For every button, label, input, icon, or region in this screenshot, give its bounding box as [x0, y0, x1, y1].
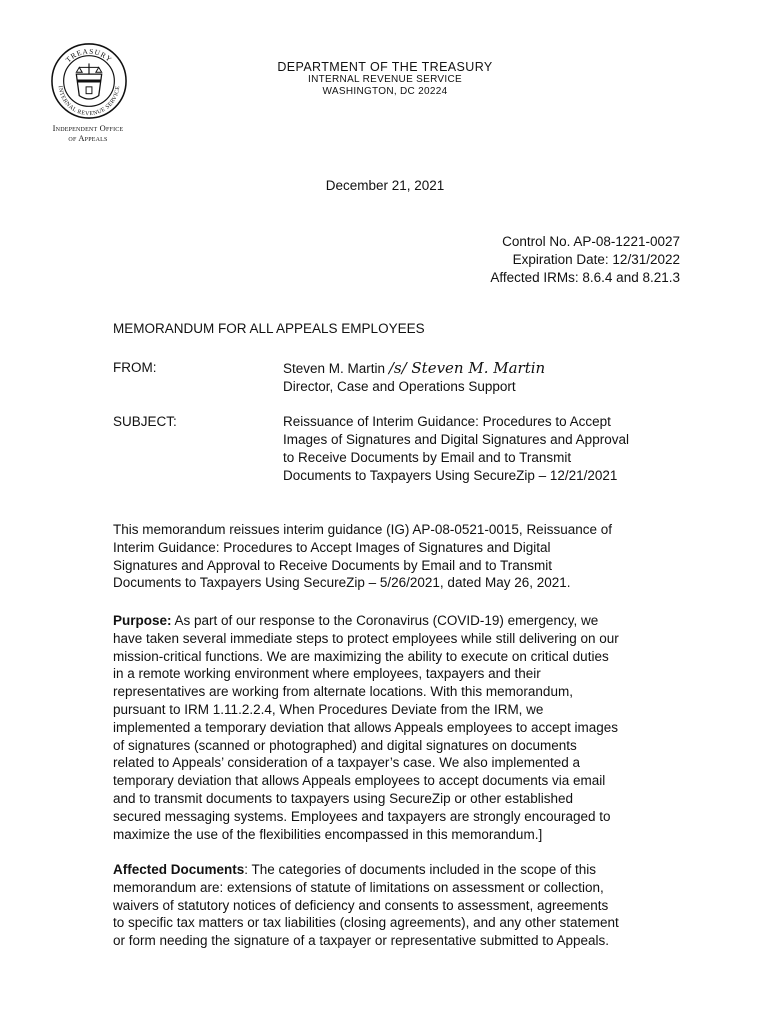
from-name: Steven M. Martin: [283, 361, 386, 376]
subject-label: SUBJECT:: [113, 414, 177, 429]
text-line: secured messaging systems. Employees and taxpayers are strongly encouraged to: [113, 808, 611, 824]
text-line: of signatures (scanned or photographed) and digital signatures on documents: [113, 737, 577, 753]
intro-paragraph: [113, 521, 679, 592]
text-line: have taken several immediate steps to protect employees while still delivering on our: [113, 630, 619, 646]
service-location: WASHINGTON, DC 20224: [322, 86, 448, 97]
from-label: FROM:: [113, 360, 157, 375]
text-line: in a remote working environment where employees, taxpayers and their: [113, 666, 541, 682]
text-line: mission-critical functions. We are maximizing the ability to execute on critical duties: [113, 648, 609, 664]
text-line: maximize the use of the flexibilities encompassed in this memorandum.]: [113, 826, 543, 842]
control-block: [490, 233, 680, 287]
text-line: This memorandum reissues interim guidance (IG) AP-08-0521-0015, Reissuance of: [113, 522, 612, 537]
subject-line: Images of Signatures and Digital Signatures and Approval: [283, 432, 629, 447]
text-line: memorandum are: extensions of statute of limitations on assessment or collection,: [113, 879, 604, 895]
svg-text:TREASURY: TREASURY: [63, 46, 115, 65]
purpose-heading: Purpose:: [113, 613, 172, 628]
purpose-first-line: As part of our response to the Coronavirus (COVID-19) emergency, we: [171, 613, 599, 628]
text-line: waivers of statutory notices of deficiency and consents to assessment, agreements: [113, 897, 609, 913]
purpose-paragraph: [113, 612, 679, 843]
text-line: [113, 612, 679, 630]
subject-line: Reissuance of Interim Guidance: Procedures to Accept: [283, 414, 611, 429]
office-line-2: of Appeals: [68, 133, 108, 143]
control-number: Control No. AP-08-1221-0027: [502, 234, 680, 249]
service-name: INTERNAL REVENUE SERVICE: [308, 74, 462, 85]
memo-date: December 21, 2021: [325, 178, 445, 193]
text-line: representatives are working from alternate locations. With this memorandum,: [113, 684, 573, 700]
expiration-date: Expiration Date: 12/31/2022: [512, 252, 680, 267]
office-line-1: Independent Office: [52, 123, 124, 133]
signature: /s/ Steven M. Martin: [388, 359, 546, 377]
text-line: temporary deviation that allows Appeals employees to accept documents via email: [113, 773, 606, 789]
letterhead: [200, 60, 570, 98]
affected-documents-paragraph: [113, 861, 679, 950]
from-title: Director, Case and Operations Support: [283, 379, 516, 394]
text-line: Documents to Taxpayers Using SecureZip – 5/26/2021, dated May 26, 2021.: [113, 575, 571, 591]
text-line: implemented a temporary deviation that allows Appeals employees to accept images: [113, 719, 619, 735]
text-line: pursuant to IRM 1.11.2.2.4, When Procedures Deviate from the IRM, we: [113, 701, 544, 717]
text-line: and to transmit documents to taxpayers using SecureZip or other established: [113, 790, 573, 806]
affected-irms: Affected IRMs: 8.6.4 and 8.21.3: [490, 270, 680, 285]
text-line: or form needing the signature of a taxpayer or representative submitted to Appeals.: [113, 933, 610, 949]
svg-text:INTERNAL REVENUE SERVICE: INTERNAL REVENUE SERVICE: [56, 85, 122, 118]
text-line: [113, 861, 679, 879]
from-value: [283, 359, 683, 396]
subject-line: to Receive Documents by Email and to Transmit: [283, 450, 572, 465]
department-title: DEPARTMENT OF THE TREASURY: [277, 60, 493, 74]
affected-first-line: : The categories of documents included in the scope of this: [244, 862, 596, 877]
memo-title: MEMORANDUM FOR ALL APPEALS EMPLOYEES: [113, 321, 425, 336]
text-line: Interim Guidance: Procedures to Accept Images of Signatures and Digital: [113, 539, 551, 555]
office-name: [42, 123, 134, 143]
text-line: to specific tax matters or tax liabilities (closing agreements), and any other statement: [113, 915, 619, 931]
treasury-seal-logo: [50, 42, 128, 120]
subject-line: Documents to Taxpayers Using SecureZip – 12/21/2021: [283, 468, 618, 483]
affected-heading: Affected Documents: [113, 862, 245, 877]
text-line: Signatures and Approval to Receive Documents by Email and to Transmit: [113, 557, 552, 573]
subject-value: [283, 413, 683, 485]
text-line: related to Appeals’ consideration of a taxpayer’s case. We also implemented a: [113, 755, 581, 771]
